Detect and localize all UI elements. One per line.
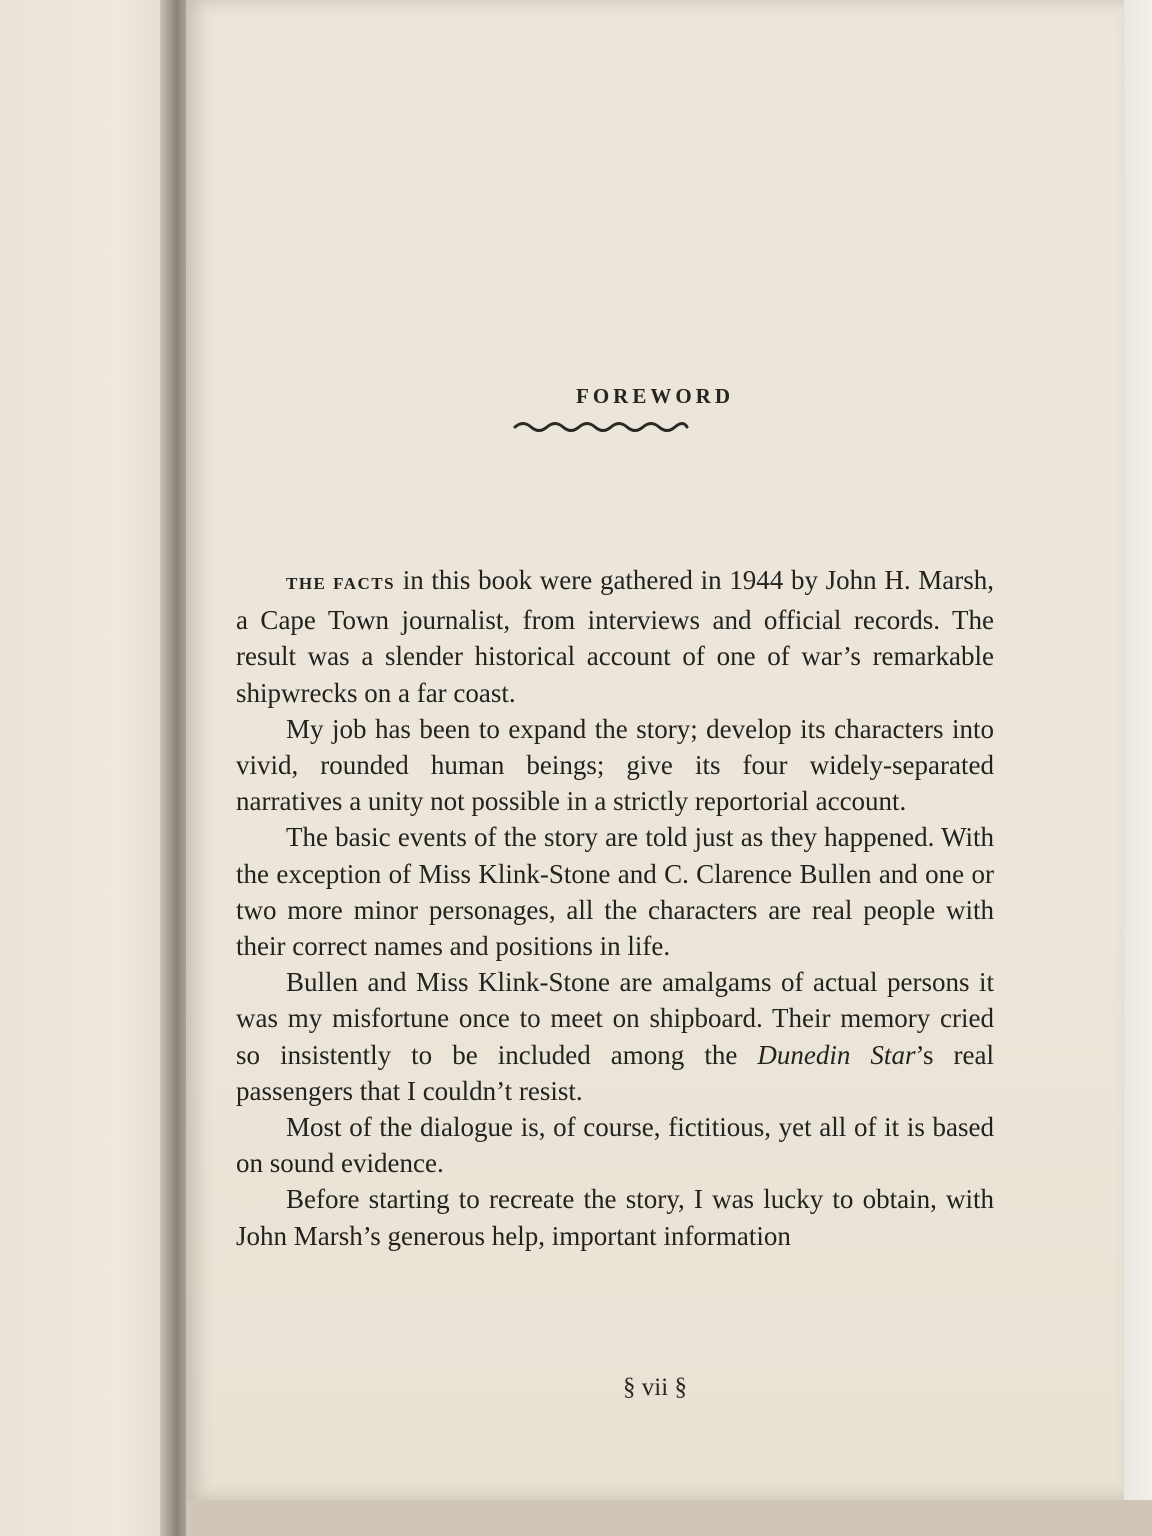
lead-in-small-caps: THE FACTS (286, 574, 396, 593)
paragraph-1-text: in this book were gathered in 1944 by John H. Marsh, a Cape Town journalist, from interviews and official records. The result was a slender historical account of one of war’s remarkable shipwrecks on a far coast. (236, 565, 994, 708)
ship-name-italic: Dunedin Star (757, 1039, 916, 1070)
facing-page (0, 0, 168, 1536)
paragraph-5: Most of the dialogue is, of course, fictitious, yet all of it is based on sound evidence. (236, 1112, 994, 1179)
page-bottom-edge (186, 1500, 1152, 1536)
paragraph-4 (236, 964, 994, 1109)
paragraph-4-end: ’s real passengers that I couldn’t resist. (236, 1039, 994, 1106)
paragraph-4-text: Bullen and Miss Klink-Stone are amalgams of actual persons it was my misfortune once to meet on shipboard. Their memory cried so insistently to be included among the (236, 967, 994, 1070)
page-number: § vii § (623, 1374, 687, 1401)
foreword-body (236, 562, 994, 1254)
foreword-heading: FOREWORD (576, 384, 734, 408)
paragraph-1 (236, 562, 994, 711)
page-edge (1124, 0, 1152, 1536)
paragraph-6: Before starting to recreate the story, I was lucky to obtain, with John Marsh’s generous help, important information (236, 1184, 994, 1251)
paragraph-3: The basic events of the story are told just as they happened. With the exception of Miss Klink-Stone and C. Clarence Bullen and one or two more minor personages, all the characters are real people with their correct names and positions in life. (236, 822, 994, 962)
wave-ornament (511, 418, 691, 436)
paragraph-2: My job has been to expand the story; develop its characters into vivid, rounded human beings; give its four widely-separated narratives a unity not possible in a strictly reportorial account. (236, 713, 994, 817)
